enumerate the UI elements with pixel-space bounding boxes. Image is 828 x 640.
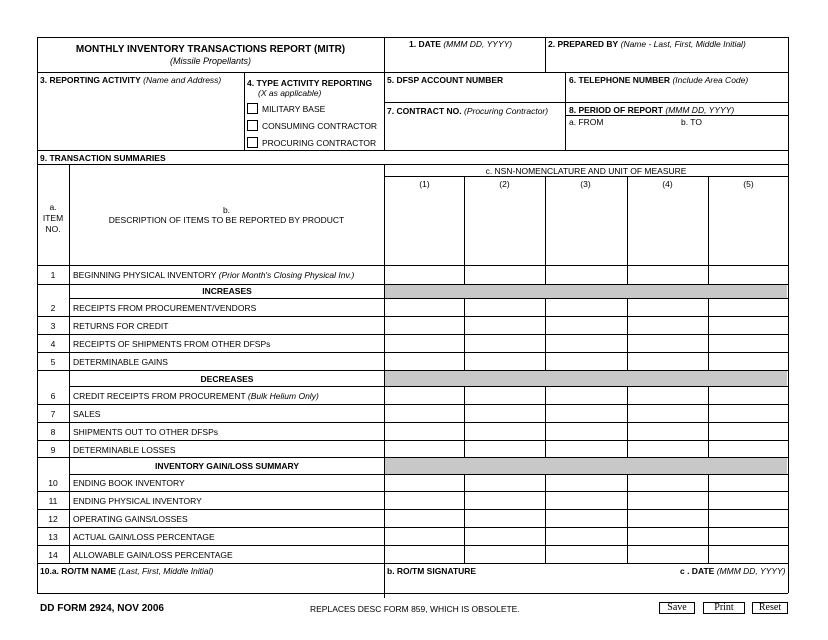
row-number: 8 (50, 427, 56, 437)
obsolete-note: REPLACES DESC FORM 859, WHICH IS OBSOLETE. (310, 604, 520, 614)
date-input[interactable] (386, 50, 543, 70)
period-from-input[interactable] (567, 128, 677, 148)
print-button[interactable]: Print (703, 602, 745, 614)
table-row: RECEIPTS OF SHIPMENTS FROM OTHER DFSPs (73, 339, 271, 349)
type-activity-label: 4. TYPE ACTIVITY REPORTING (247, 78, 373, 88)
signature-date-label: c . DATE (MMM DD, YYYY) (680, 566, 786, 576)
row-number: 2 (50, 303, 56, 313)
prepared-by-label: 2. PREPARED BY (Name - Last, First, Middle Initial) (548, 39, 746, 49)
transaction-summaries-label: 9. TRANSACTION SUMMARIES (40, 153, 166, 163)
reporting-activity-input[interactable] (39, 87, 242, 148)
date-field-label: 1. DATE (MMM DD, YYYY) (409, 39, 513, 49)
row-number: 5 (50, 357, 56, 367)
form-title: MONTHLY INVENTORY TRANSACTIONS REPORT (MITR) (75, 44, 346, 55)
column-header-5: (5) (743, 179, 754, 189)
column-header-2: (2) (499, 179, 510, 189)
table-row: ACTUAL GAIN/LOSS PERCENTAGE (73, 532, 215, 542)
period-to-input[interactable] (679, 128, 786, 148)
rotm-signature-field[interactable] (386, 577, 676, 592)
procuring-contractor-label: PROCURING CONTRACTOR (262, 138, 377, 148)
gainloss-heading: INVENTORY GAIN/LOSS SUMMARY (154, 461, 300, 471)
reporting-activity-label: 3. REPORTING ACTIVITY (Name and Address) (40, 75, 222, 85)
description-header: b. DESCRIPTION OF ITEMS TO BE REPORTED BY PRODUCT (108, 205, 345, 225)
dfsp-account-label: 5. DFSP ACCOUNT NUMBER (387, 75, 504, 85)
contract-no-input[interactable] (386, 118, 563, 148)
table-row: DETERMINABLE GAINS (73, 357, 168, 367)
procuring-contractor-checkbox[interactable] (247, 137, 258, 148)
decreases-shade (385, 371, 787, 386)
reset-button[interactable]: Reset (752, 602, 788, 614)
dfsp-account-input[interactable] (386, 86, 563, 101)
prepared-by-input[interactable] (547, 50, 786, 70)
item-no-header: a. ITEM NO. (42, 202, 64, 234)
period-label: 8. PERIOD OF REPORT (MMM DD, YYYY) (569, 105, 735, 115)
rotm-signature-label: b. RO/TM SIGNATURE (387, 566, 477, 576)
row-number: 12 (48, 514, 58, 524)
table-row: ALLOWABLE GAIN/LOSS PERCENTAGE (73, 550, 233, 560)
save-button[interactable]: Save (659, 602, 695, 614)
table-row: SALES (73, 409, 101, 419)
table-row: CREDIT RECEIPTS FROM PROCUREMENT (Bulk Helium Only) (73, 391, 319, 401)
decreases-heading: DECREASES (200, 374, 254, 384)
table-row: ENDING PHYSICAL INVENTORY (73, 496, 202, 506)
military-base-label: MILITARY BASE (262, 104, 326, 114)
row-number: 9 (50, 445, 56, 455)
table-row: BEGINNING PHYSICAL INVENTORY (Prior Month's Closing Physical Inv.) (73, 270, 355, 280)
consuming-contractor-checkbox[interactable] (247, 120, 258, 131)
signature-date-input[interactable] (679, 577, 786, 592)
rotm-name-label: 10.a. RO/TM NAME (Last, First, Middle Initial) (40, 566, 214, 576)
telephone-label: 6. TELEPHONE NUMBER (Include Area Code) (569, 75, 749, 85)
type-activity-hint: (X as applicable) (258, 88, 322, 98)
military-base-checkbox[interactable] (247, 103, 258, 114)
row-number: 10 (48, 478, 58, 488)
table-row: SHIPMENTS OUT TO OTHER DFSPs (73, 427, 218, 437)
row-number: 4 (50, 339, 56, 349)
row-number: 14 (48, 550, 58, 560)
increases-heading: INCREASES (202, 286, 252, 296)
row-number: 3 (50, 321, 56, 331)
table-row: DETERMINABLE LOSSES (73, 445, 176, 455)
table-row: OPERATING GAINS/LOSSES (73, 514, 188, 524)
contract-no-label: 7. CONTRACT NO. (Procuring Contractor) (387, 106, 549, 116)
period-from-label: a. FROM (569, 117, 604, 127)
row-number: 6 (50, 391, 56, 401)
column-header-1: (1) (419, 179, 430, 189)
consuming-contractor-label: CONSUMING CONTRACTOR (262, 121, 378, 131)
table-row: ENDING BOOK INVENTORY (73, 478, 185, 488)
increases-shade (385, 285, 787, 298)
row-number: 13 (48, 532, 58, 542)
gainloss-shade (385, 458, 787, 474)
column-header-4: (4) (662, 179, 673, 189)
period-to-label: b. TO (681, 117, 702, 127)
table-row: RECEIPTS FROM PROCUREMENT/VENDORS (73, 303, 257, 313)
telephone-input[interactable] (567, 86, 786, 101)
row-number: 1 (50, 270, 56, 280)
form-id: DD FORM 2924, NOV 2006 (40, 603, 164, 614)
form-subtitle: (Missile Propellants) (169, 56, 252, 66)
rotm-name-input[interactable] (39, 577, 382, 592)
nsn-header: c. NSN-NOMENCLATURE AND UNIT OF MEASURE (485, 166, 687, 176)
row-number: 11 (48, 496, 58, 506)
row-number: 7 (50, 409, 56, 419)
table-row: RETURNS FOR CREDIT (73, 321, 169, 331)
column-header-3: (3) (580, 179, 591, 189)
